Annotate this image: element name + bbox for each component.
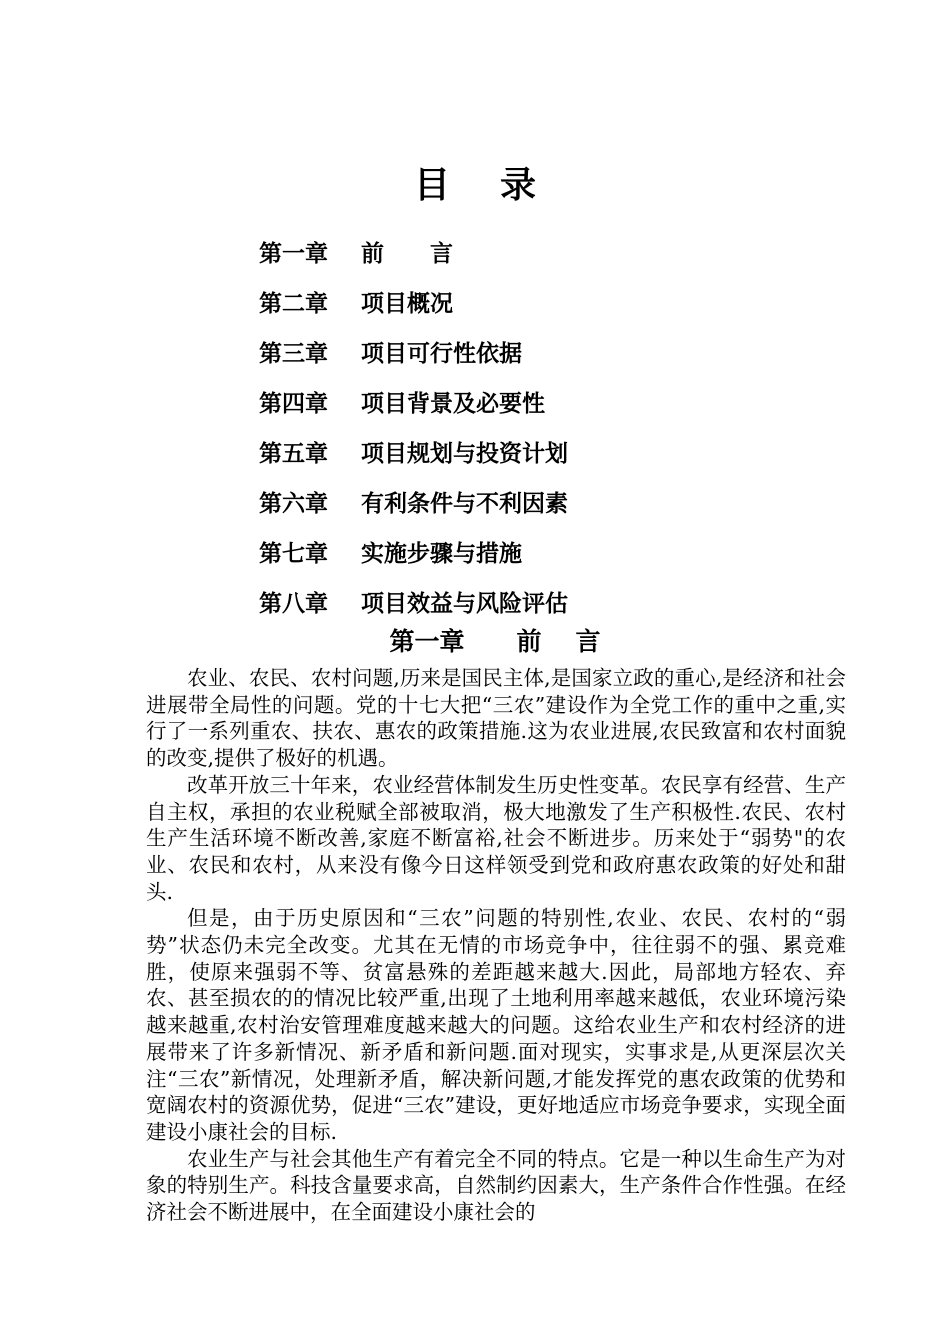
toc-chapter-number: 第二章 xyxy=(259,290,328,317)
toc-chapter-title: 有利条件与不利因素 xyxy=(361,490,568,517)
chapter-number: 第一章 xyxy=(389,627,465,656)
toc-item-4 xyxy=(259,376,568,426)
chapter-title-part: 言 xyxy=(575,627,601,656)
toc-chapter-number: 第七章 xyxy=(259,540,328,567)
toc-list xyxy=(259,226,568,626)
toc-item-5 xyxy=(259,426,568,476)
toc-item-8 xyxy=(259,576,568,626)
paragraph: 但是，由于历史原因和“三农”问题的特别性,农业、农民、农村的“弱势”状态仍未完全改变。尤其在无情的市场竞争中，往往弱不的强、累竞难胜，使原来强弱不等、贫富悬殊的差距越来越大.因此，局部地方轻农、弃农、甚至损农的的情况比较严重,出现了土地利用率越来越低，农业环境污染越来越重,农村治安管理难度越来越大的问题。这给农业生产和农村经济的进展带来了许多新情况、新矛盾和新问题.面对现实，实事求是,从更深层次关注“三农”新情况，处理新矛盾，解决新问题,才能发挥党的惠农政策的优势和宽阔农村的资源优势，促进“三农”建设，更好地适应市场竞争要求，实现全面建设小康社会的目标. xyxy=(146,906,846,1144)
chapter-heading xyxy=(0,620,950,664)
toc-chapter-number: 第六章 xyxy=(259,490,328,517)
toc-item-7 xyxy=(259,526,568,576)
toc-chapter-title: 前 言 xyxy=(361,240,453,267)
toc-chapter-title: 项目背景及必要性 xyxy=(361,390,545,417)
toc-item-3 xyxy=(259,326,568,376)
chapter-body xyxy=(146,665,846,1226)
toc-item-2 xyxy=(259,276,568,326)
toc-chapter-title: 项目效益与风险评估 xyxy=(361,590,568,617)
paragraph: 改革开放三十年来，农业经营体制发生历史性变革。农民享有经营、生产自主权，承担的农业税赋全部被取消，极大地激发了生产积极性.农民、农村生产生活环境不断改善,家庭不断富裕,社会不断进步。历来处于“弱势"的农业、农民和农村，从来没有像今日这样领受到党和政府惠农政策的好处和甜头. xyxy=(146,772,846,904)
toc-chapter-title: 项目概况 xyxy=(361,290,453,317)
toc-title: 目录 xyxy=(413,164,586,206)
toc-chapter-title: 项目规划与投资计划 xyxy=(361,440,568,467)
toc-chapter-number: 第一章 xyxy=(259,240,328,267)
toc-chapter-number: 第八章 xyxy=(259,590,328,617)
toc-item-1 xyxy=(259,226,568,276)
toc-chapter-number: 第四章 xyxy=(259,390,328,417)
toc-item-6 xyxy=(259,476,568,526)
toc-chapter-number: 第五章 xyxy=(259,440,328,467)
paragraph: 农业、农民、农村问题,历来是国民主体,是国家立政的重心,是经济和社会进展带全局性的问题。党的十七大把“三农”建设作为全党工作的重中之重,实行了一系列重农、扶农、惠农的政策措施.这为农业进展,农民致富和农村面貌的改变,提供了极好的机遇。 xyxy=(146,666,846,771)
chapter-title-part: 前 xyxy=(516,627,542,656)
toc-chapter-title: 实施步骤与措施 xyxy=(361,540,522,567)
toc-chapter-title: 项目可行性依据 xyxy=(361,340,522,367)
toc-chapter-number: 第三章 xyxy=(259,340,328,367)
paragraph: 农业生产与社会其他生产有着完全不同的特点。它是一种以生命生产为对象的特别生产。科技含量要求高，自然制约因素大，生产条件合作性强。在经济社会不断进展中，在全面建设小康社会的 xyxy=(146,1146,846,1225)
